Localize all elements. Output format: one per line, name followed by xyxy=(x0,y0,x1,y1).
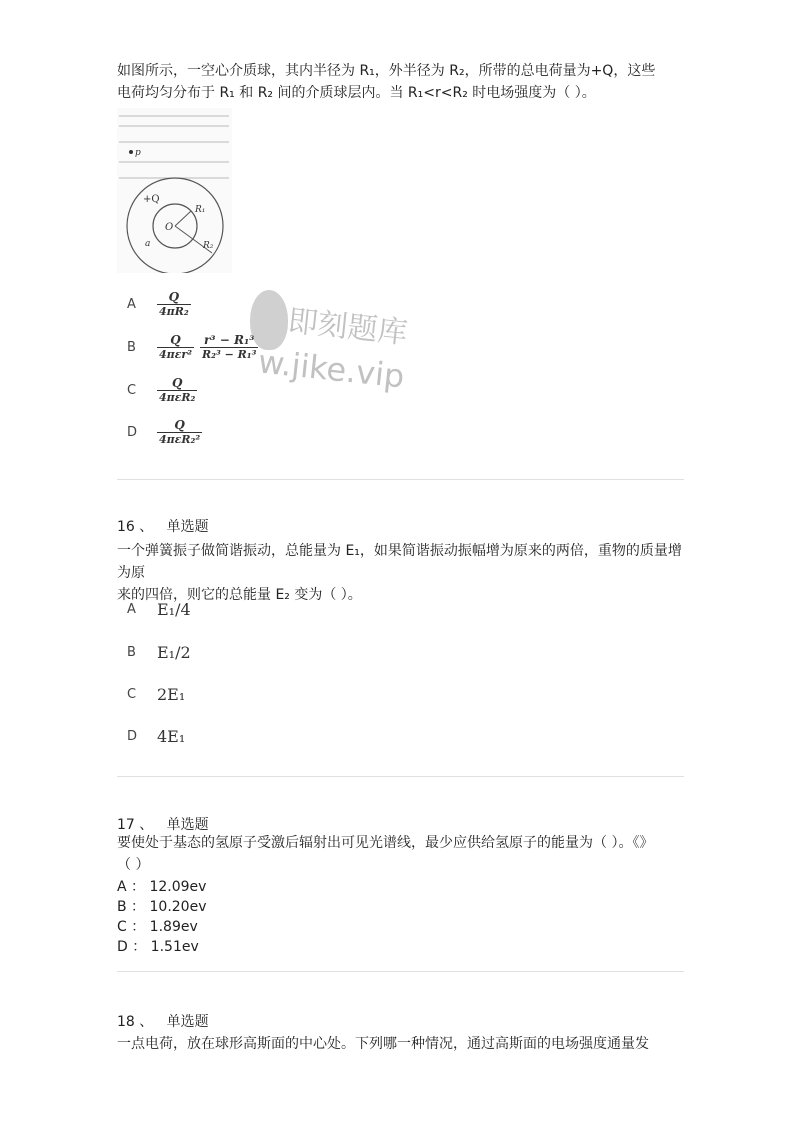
watermark-url: w.jike.vip xyxy=(256,342,407,396)
q17-text xyxy=(117,832,687,876)
q17-header xyxy=(117,814,209,834)
q17-option-c[interactable]: C ： 1.89ev xyxy=(117,919,198,935)
q16-type: 单选题 xyxy=(166,519,209,535)
q16-number: 16 、 xyxy=(117,519,154,535)
figure-label-r1: R₁ xyxy=(195,205,206,215)
watermark-logo-icon xyxy=(250,290,288,350)
q15-option-c[interactable] xyxy=(127,376,203,405)
q16-text xyxy=(117,540,687,606)
q17-text-line2: （ ） xyxy=(117,857,150,873)
watermark xyxy=(250,290,420,420)
figure-label-p: p xyxy=(135,148,141,158)
option-fraction: $\frac{Q}{\text{4πεR₂²}}$ xyxy=(159,418,201,446)
q18-header xyxy=(117,1011,209,1031)
option-key: D xyxy=(127,425,138,440)
option-key: C xyxy=(127,383,137,398)
figure-label-r2: R₂ xyxy=(203,241,214,251)
watermark-name: 即刻题库 xyxy=(286,303,410,352)
q18-text-line1: 一点电荷，放在球形高斯面的中心处。下列哪一种情况，通过高斯面的电场强度通量发 xyxy=(117,1036,649,1052)
q17-option-b[interactable]: B ： 10.20ev xyxy=(117,899,207,915)
option-value: 4E₁ xyxy=(157,727,186,746)
sphere-diagram xyxy=(117,108,232,273)
q15-text-line1: 如图所示，一空心介质球，其内半径为 R₁，外半径为 R₂，所带的总电荷量为+Q，这些 xyxy=(117,63,656,79)
option-key: C xyxy=(127,687,137,702)
option-value: E₁/2 xyxy=(157,643,191,662)
option-key: B xyxy=(127,340,136,355)
option-key: A xyxy=(127,297,136,312)
q17-option-a[interactable]: A ： 12.09ev xyxy=(117,879,207,895)
figure-label-charge: +Q xyxy=(143,194,160,205)
q16-option-b[interactable] xyxy=(127,643,191,662)
option-key: B xyxy=(127,645,136,660)
q18-number: 18 、 xyxy=(117,1014,154,1030)
q15-option-d[interactable] xyxy=(127,418,208,447)
option-fraction: $\frac{Q}{\text{4πεr²}}$ xyxy=(159,333,193,361)
q17-text-line1: 要使处于基态的氢原子受激后辐射出可见光谱线，最少应供给氢原子的能量为（ ）。《》 xyxy=(117,835,654,851)
divider xyxy=(117,479,684,480)
option-fraction-2: $\frac{\text{r³ − R₁³}}{\text{R₂³ − R₁³}}$ xyxy=(202,333,257,361)
q16-header xyxy=(117,516,209,536)
divider xyxy=(117,776,684,777)
option-fraction: $\frac{Q}{\text{4πR₂}}$ xyxy=(159,290,189,318)
q18-type: 单选题 xyxy=(166,1014,209,1030)
option-fraction: $\frac{Q}{\text{4πεR₂}}$ xyxy=(159,376,196,404)
q15-option-a[interactable] xyxy=(127,290,197,319)
q16-text-line2: 来的四倍，则它的总能量 E₂ 变为（ ）。 xyxy=(117,587,362,603)
figure-label-a: a xyxy=(145,239,151,249)
q15-option-b[interactable] xyxy=(127,333,264,362)
q16-option-a[interactable] xyxy=(127,600,191,619)
q16-option-d[interactable] xyxy=(127,727,185,746)
q15-text-line2: 电荷均匀分布于 R₁ 和 R₂ 间的介质球层内。当 R₁<r<R₂ 时电场强度为（ ）。 xyxy=(117,85,596,101)
option-value: E₁/4 xyxy=(157,600,191,619)
q15-figure xyxy=(117,108,232,273)
q18-text xyxy=(117,1033,687,1055)
q17-type: 单选题 xyxy=(166,817,209,833)
q16-text-line1: 一个弹簧振子做简谐振动，总能量为 E₁，如果简谐振动振幅增为原来的两倍，重物的质量增为原 xyxy=(117,543,682,581)
option-value: 2E₁ xyxy=(157,685,186,704)
q17-option-d[interactable]: D ： 1.51ev xyxy=(117,939,199,955)
option-key: A xyxy=(127,602,136,617)
q15-text xyxy=(117,60,687,104)
q16-option-c[interactable] xyxy=(127,685,185,704)
q17-number: 17 、 xyxy=(117,817,154,833)
figure-label-center: O xyxy=(165,222,174,233)
option-key: D xyxy=(127,729,138,744)
divider xyxy=(117,971,684,972)
